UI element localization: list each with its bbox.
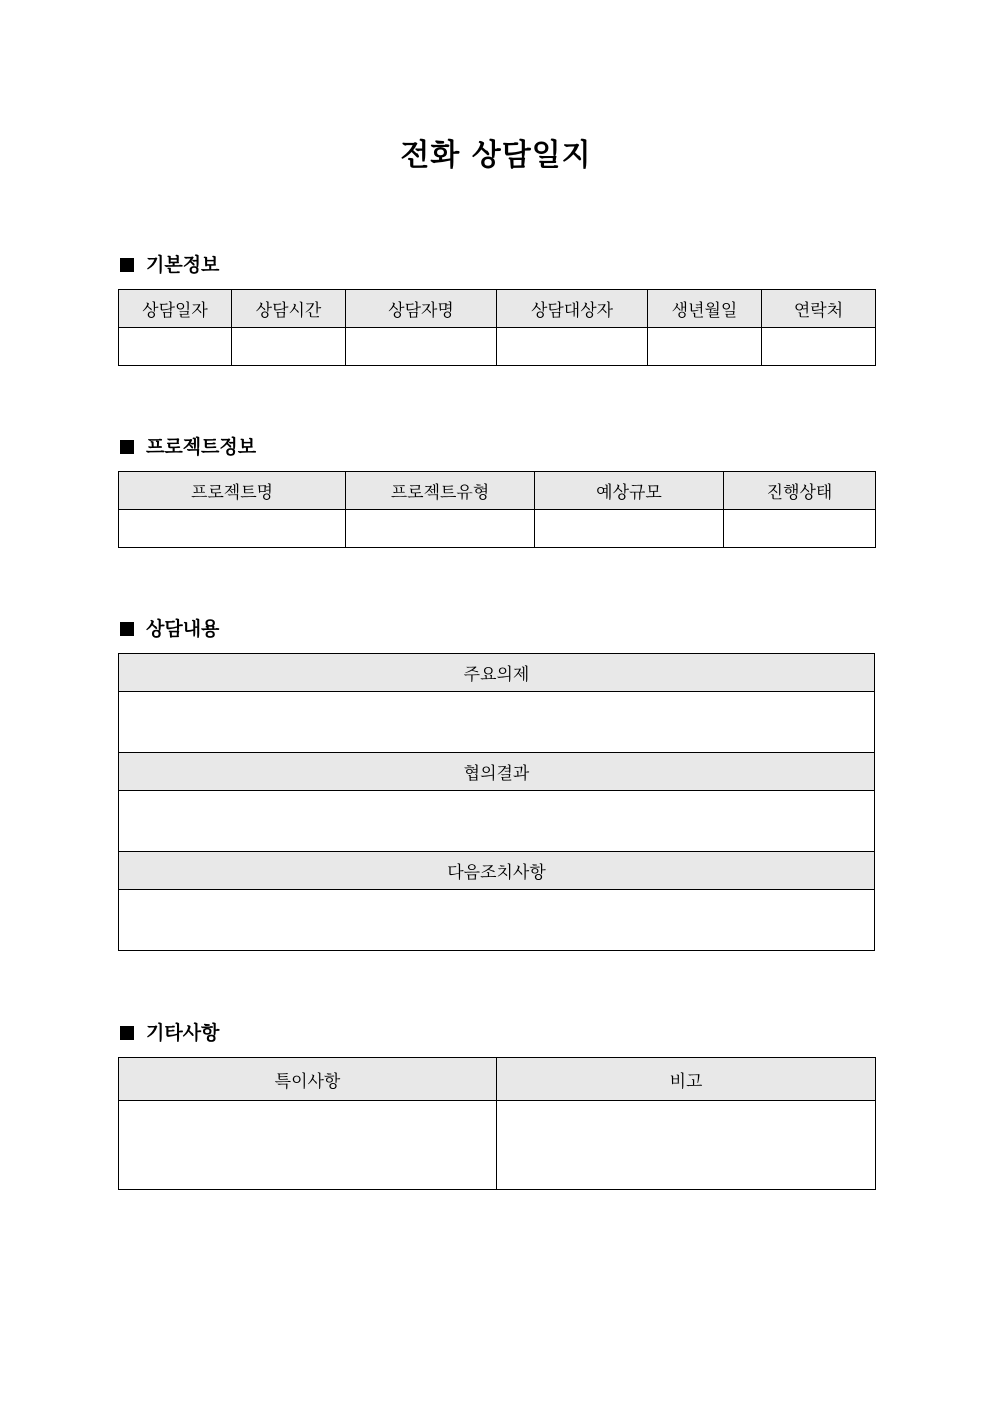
client-name-field[interactable] <box>497 328 648 366</box>
next-action-header: 다음조치사항 <box>119 852 875 890</box>
basic-info-table <box>118 289 876 366</box>
column-header: 진행상태 <box>724 472 876 510</box>
next-action-field[interactable] <box>119 890 875 951</box>
column-header: 특이사항 <box>119 1058 497 1101</box>
section-heading-other <box>120 1021 219 1045</box>
table-header-row <box>119 852 875 890</box>
table-row <box>119 791 875 852</box>
column-header: 상담시간 <box>232 290 346 328</box>
table-header-row <box>119 472 876 510</box>
other-notes-table <box>118 1057 876 1190</box>
table-row <box>119 510 876 548</box>
expected-scale-field[interactable] <box>535 510 724 548</box>
consult-date-field[interactable] <box>119 328 232 366</box>
section-heading-basic <box>120 253 219 277</box>
main-agenda-header: 주요의제 <box>119 654 875 692</box>
section-title: 기타사항 <box>146 1022 220 1044</box>
progress-status-field[interactable] <box>724 510 876 548</box>
table-row <box>119 328 876 366</box>
section-title: 기본정보 <box>146 254 220 276</box>
table-row <box>119 890 875 951</box>
table-row <box>119 1101 876 1190</box>
column-header: 생년월일 <box>648 290 762 328</box>
column-header: 상담자명 <box>346 290 497 328</box>
section-title: 상담내용 <box>146 618 220 640</box>
agreement-result-field[interactable] <box>119 791 875 852</box>
column-header: 상담일자 <box>119 290 232 328</box>
table-header-row <box>119 753 875 791</box>
table-header-row <box>119 1058 876 1101</box>
remarks-field[interactable] <box>497 1101 876 1190</box>
column-header: 상담대상자 <box>497 290 648 328</box>
table-row <box>119 692 875 753</box>
square-bullet-icon <box>120 622 134 636</box>
project-type-field[interactable] <box>346 510 535 548</box>
main-agenda-field[interactable] <box>119 692 875 753</box>
column-header: 연락처 <box>762 290 876 328</box>
column-header: 예상규모 <box>535 472 724 510</box>
section-title: 프로젝트정보 <box>146 436 257 458</box>
page-title: 전화 상담일지 <box>400 138 592 173</box>
column-header: 프로젝트명 <box>119 472 346 510</box>
special-notes-field[interactable] <box>119 1101 497 1190</box>
consult-content-table <box>118 653 875 951</box>
counselor-name-field[interactable] <box>346 328 497 366</box>
column-header: 프로젝트유형 <box>346 472 535 510</box>
consult-time-field[interactable] <box>232 328 346 366</box>
contact-field[interactable] <box>762 328 876 366</box>
square-bullet-icon <box>120 440 134 454</box>
section-heading-project <box>120 435 256 459</box>
square-bullet-icon <box>120 258 134 272</box>
project-info-table <box>118 471 876 548</box>
table-header-row <box>119 654 875 692</box>
project-name-field[interactable] <box>119 510 346 548</box>
birthdate-field[interactable] <box>648 328 762 366</box>
section-heading-consult <box>120 617 219 641</box>
table-header-row <box>119 290 876 328</box>
agreement-result-header: 협의결과 <box>119 753 875 791</box>
column-header: 비고 <box>497 1058 876 1101</box>
square-bullet-icon <box>120 1026 134 1040</box>
